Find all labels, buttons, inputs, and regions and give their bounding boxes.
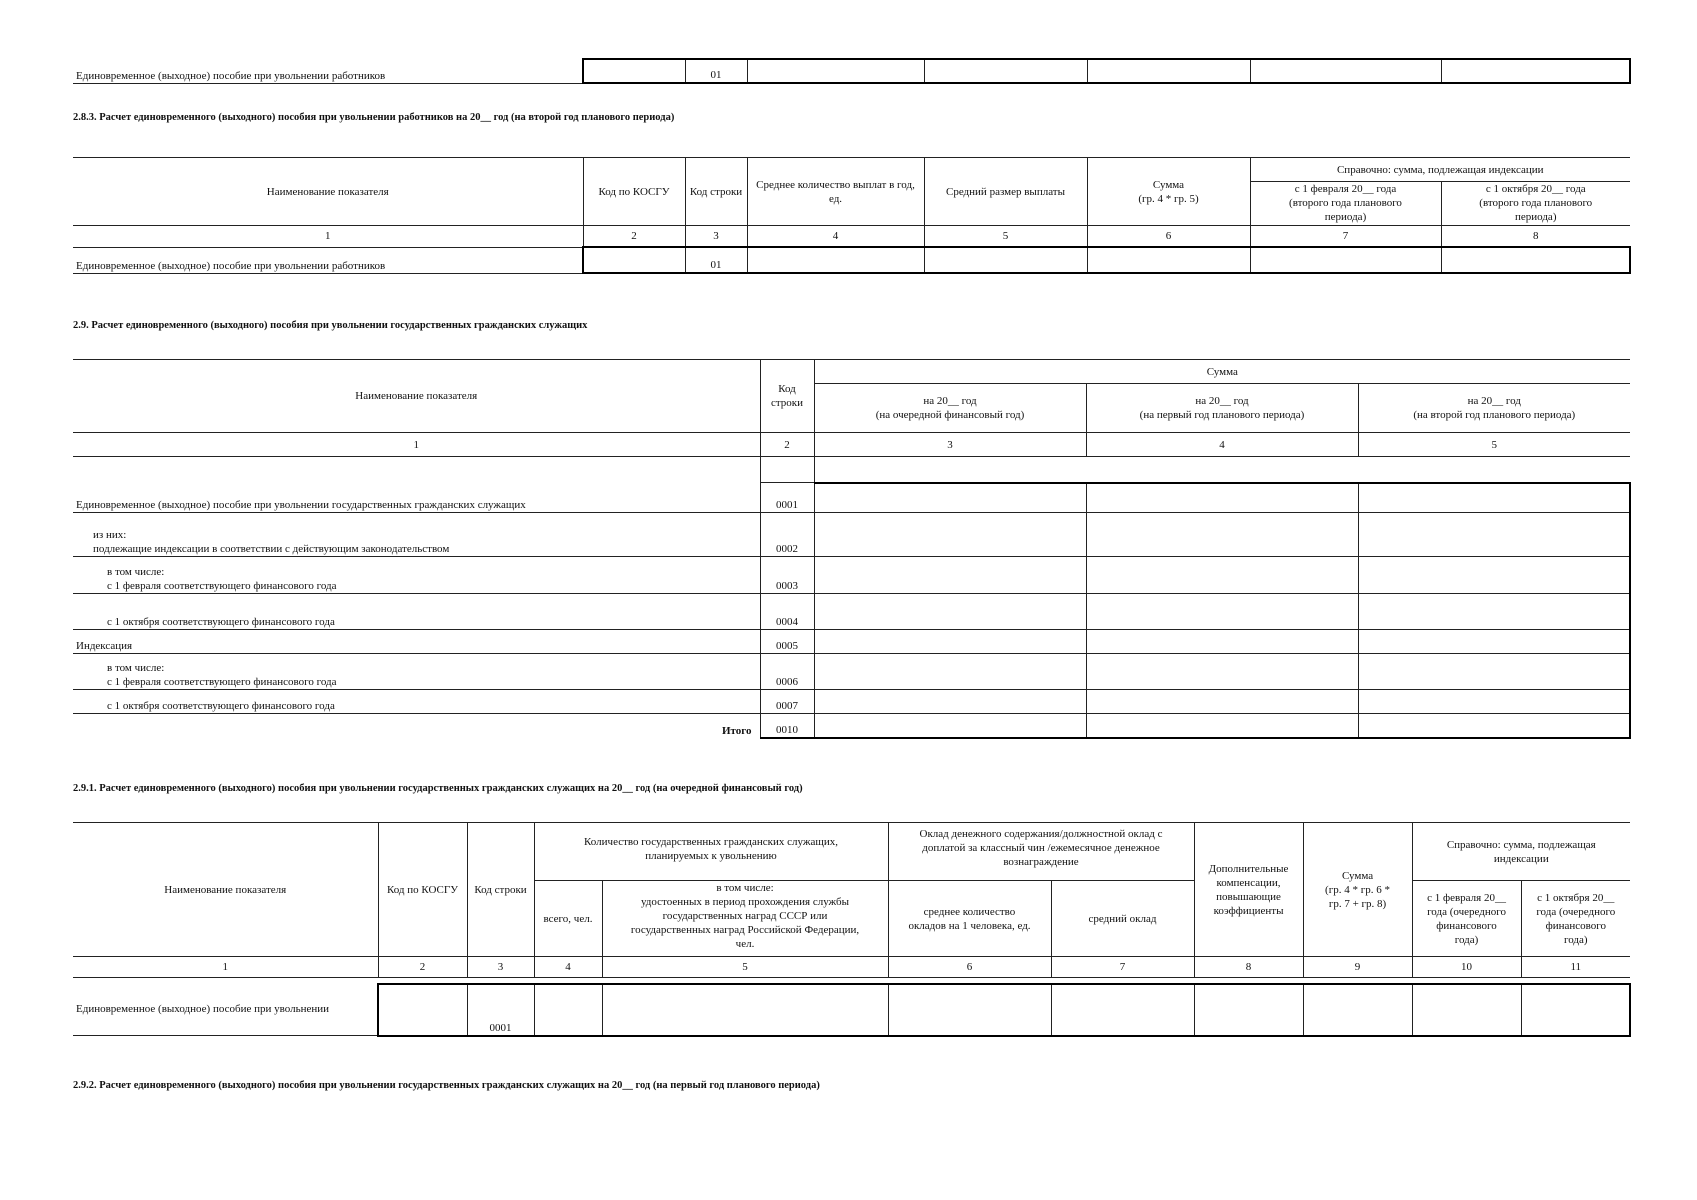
table-2-8-3 xyxy=(73,157,1631,274)
value-cell[interactable] xyxy=(814,690,1086,714)
value-cell[interactable] xyxy=(814,594,1086,630)
value-cell[interactable] xyxy=(1086,513,1358,557)
value-cell[interactable] xyxy=(1086,483,1358,513)
header-year-2: на 20__ год (на первый год планового периода) xyxy=(1086,384,1358,433)
value-cell[interactable] xyxy=(924,247,1087,273)
kosgu-cell[interactable] xyxy=(583,59,685,83)
value-cell[interactable] xyxy=(1086,557,1358,594)
value-cell[interactable] xyxy=(814,483,1086,513)
header-total: всего, чел. xyxy=(534,881,602,957)
col-num: 4 xyxy=(1086,433,1358,457)
col-num: 8 xyxy=(1194,957,1303,978)
value-cell[interactable] xyxy=(1250,59,1441,83)
col-num: 1 xyxy=(73,226,583,248)
col-num: 11 xyxy=(1521,957,1630,978)
row-name: с 1 октября соответствующего финансового года xyxy=(73,690,760,714)
col-num: 6 xyxy=(888,957,1051,978)
value-cell[interactable] xyxy=(814,714,1086,738)
col-num: 4 xyxy=(747,226,924,248)
col-num: 9 xyxy=(1303,957,1412,978)
value-cell[interactable] xyxy=(814,654,1086,690)
col-num: 8 xyxy=(1441,226,1630,248)
value-cell[interactable] xyxy=(1086,654,1358,690)
value-cell[interactable] xyxy=(1086,690,1358,714)
section-heading-2-9: 2.9. Расчет единовременного (выходного) пособия при увольнении государственных гражданских служащих xyxy=(73,320,588,331)
col-num: 7 xyxy=(1051,957,1194,978)
row-name: с 1 октября соответствующего финансового года xyxy=(73,594,760,630)
header-ref-oct: с 1 октября 20__ года (очередного финансового года) xyxy=(1521,881,1630,957)
line-code: 01 xyxy=(685,247,747,273)
header-line-code: Код строки xyxy=(467,823,534,957)
value-cell[interactable] xyxy=(1087,59,1250,83)
value-cell[interactable] xyxy=(1086,594,1358,630)
header-kosgu: Код по КОСГУ xyxy=(378,823,467,957)
value-cell[interactable] xyxy=(1412,984,1521,1036)
value-cell[interactable] xyxy=(814,557,1086,594)
row-name: Единовременное (выходное) пособие при увольнении работников xyxy=(73,247,583,273)
line-code: 0001 xyxy=(467,984,534,1036)
value-cell[interactable] xyxy=(924,59,1087,83)
line-code: 01 xyxy=(685,59,747,83)
table-2-9-1 xyxy=(73,822,1631,1037)
value-cell[interactable] xyxy=(1051,984,1194,1036)
header-year-3: на 20__ год (на второй год планового периода) xyxy=(1358,384,1630,433)
line-code: 0006 xyxy=(760,654,814,690)
header-ref-oct: с 1 октября 20__ года (второго года планового периода) xyxy=(1441,182,1630,226)
header-name: Наименование показателя xyxy=(73,823,378,957)
col-num: 1 xyxy=(73,957,378,978)
col-num: 3 xyxy=(814,433,1086,457)
value-cell[interactable] xyxy=(534,984,602,1036)
value-cell[interactable] xyxy=(1358,690,1630,714)
header-name: Наименование показателя xyxy=(73,360,760,433)
line-code: 0010 xyxy=(760,714,814,738)
header-line-code: Код строки xyxy=(760,360,814,433)
value-cell[interactable] xyxy=(1358,654,1630,690)
line-code: 0004 xyxy=(760,594,814,630)
value-cell[interactable] xyxy=(1441,59,1630,83)
kosgu-cell[interactable] xyxy=(378,984,467,1036)
row-name: в том числе: с 1 февраля соответствующего финансового года xyxy=(73,654,760,690)
col-num: 2 xyxy=(583,226,685,248)
line-code: 0002 xyxy=(760,513,814,557)
row-name: Индексация xyxy=(73,630,760,654)
value-cell[interactable] xyxy=(747,247,924,273)
header-ref: Справочно: сумма, подлежащая индексации xyxy=(1250,158,1630,182)
col-num: 5 xyxy=(924,226,1087,248)
col-num: 3 xyxy=(467,957,534,978)
value-cell[interactable] xyxy=(814,630,1086,654)
kosgu-cell[interactable] xyxy=(583,247,685,273)
col-num: 10 xyxy=(1412,957,1521,978)
value-cell[interactable] xyxy=(1358,557,1630,594)
header-salary: Оклад денежного содержания/должностной оклад с доплатой за классный чин /ежемесячное денежное вознаграждение xyxy=(888,823,1194,881)
value-cell[interactable] xyxy=(1358,630,1630,654)
header-count: Количество государственных гражданских служащих, планируемых к увольнению xyxy=(534,823,888,881)
section-heading-2-9-1: 2.9.1. Расчет единовременного (выходного) пособия при увольнении государственных гражданских служащих на 20__ год (на очередной финансовый год) xyxy=(73,783,803,794)
col-num: 2 xyxy=(378,957,467,978)
value-cell[interactable] xyxy=(1086,714,1358,738)
col-num: 6 xyxy=(1087,226,1250,248)
header-ref: Справочно: сумма, подлежащая индексации xyxy=(1412,823,1630,881)
header-avg-salaries: среднее количество окладов на 1 человека, ед. xyxy=(888,881,1051,957)
header-avg-count: Среднее количество выплат в год, ед. xyxy=(747,158,924,226)
value-cell[interactable] xyxy=(814,513,1086,557)
header-extra: Дополнительные компенсации, повышающие коэффициенты xyxy=(1194,823,1303,957)
line-code: 0001 xyxy=(760,483,814,513)
col-num: 3 xyxy=(685,226,747,248)
total-label: Итого xyxy=(721,724,752,737)
value-cell[interactable] xyxy=(1194,984,1303,1036)
row-name: Единовременное (выходное) пособие при увольнении xyxy=(73,984,378,1036)
value-cell[interactable] xyxy=(888,984,1051,1036)
value-cell[interactable] xyxy=(1358,513,1630,557)
header-name: Наименование показателя xyxy=(73,158,583,226)
table-2-9 xyxy=(73,359,1631,739)
value-cell[interactable] xyxy=(1441,247,1630,273)
table-continuation xyxy=(73,58,1631,84)
header-sum: Сумма xyxy=(814,360,1630,384)
value-cell[interactable] xyxy=(602,984,888,1036)
row-name: Единовременное (выходное) пособие при увольнении работников xyxy=(73,59,583,83)
header-ref-feb: с 1 февраля 20__ года (второго года планового периода) xyxy=(1250,182,1441,226)
col-num: 4 xyxy=(534,957,602,978)
row-name: Единовременное (выходное) пособие при увольнении государственных гражданских служащих xyxy=(73,483,760,513)
header-sum: Сумма (гр. 4 * гр. 6 * гр. 7 + гр. 8) xyxy=(1303,823,1412,957)
line-code: 0005 xyxy=(760,630,814,654)
header-avg-size: Средний размер выплаты xyxy=(924,158,1087,226)
value-cell[interactable] xyxy=(1303,984,1412,1036)
header-line-code: Код строки xyxy=(685,158,747,226)
col-num: 2 xyxy=(760,433,814,457)
value-cell[interactable] xyxy=(1086,630,1358,654)
line-code: 0007 xyxy=(760,690,814,714)
col-num: 5 xyxy=(1358,433,1630,457)
section-heading-2-8-3: 2.8.3. Расчет единовременного (выходного) пособия при увольнении работников на 20__ год (на второй год планового периода) xyxy=(73,112,675,123)
header-kosgu: Код по КОСГУ xyxy=(583,158,685,226)
value-cell[interactable] xyxy=(747,59,924,83)
header-year-1: на 20__ год (на очередной финансовый год) xyxy=(814,384,1086,433)
value-cell[interactable] xyxy=(1358,714,1630,738)
line-code: 0003 xyxy=(760,557,814,594)
value-cell[interactable] xyxy=(1521,984,1630,1036)
row-name: из них: подлежащие индексации в соответствии с действующим законодательством xyxy=(73,513,760,557)
header-incl: в том числе: удостоенных в период прохождения службы государственных наград СССР или государственных наград Российской Федерации, чел. xyxy=(602,881,888,957)
value-cell[interactable] xyxy=(1250,247,1441,273)
section-heading-2-9-2: 2.9.2. Расчет единовременного (выходного) пособия при увольнении государственных гражданских служащих на 20__ год (на первый год планового периода) xyxy=(73,1080,820,1091)
col-num: 7 xyxy=(1250,226,1441,248)
col-num: 1 xyxy=(73,433,760,457)
row-name: в том числе: с 1 февраля соответствующего финансового года xyxy=(73,557,760,594)
col-num: 5 xyxy=(602,957,888,978)
value-cell[interactable] xyxy=(1358,483,1630,513)
value-cell[interactable] xyxy=(1087,247,1250,273)
value-cell[interactable] xyxy=(1358,594,1630,630)
header-avg-salary: средний оклад xyxy=(1051,881,1194,957)
header-sum: Сумма (гр. 4 * гр. 5) xyxy=(1087,158,1250,226)
header-ref-feb: с 1 февраля 20__ года (очередного финансового года) xyxy=(1412,881,1521,957)
